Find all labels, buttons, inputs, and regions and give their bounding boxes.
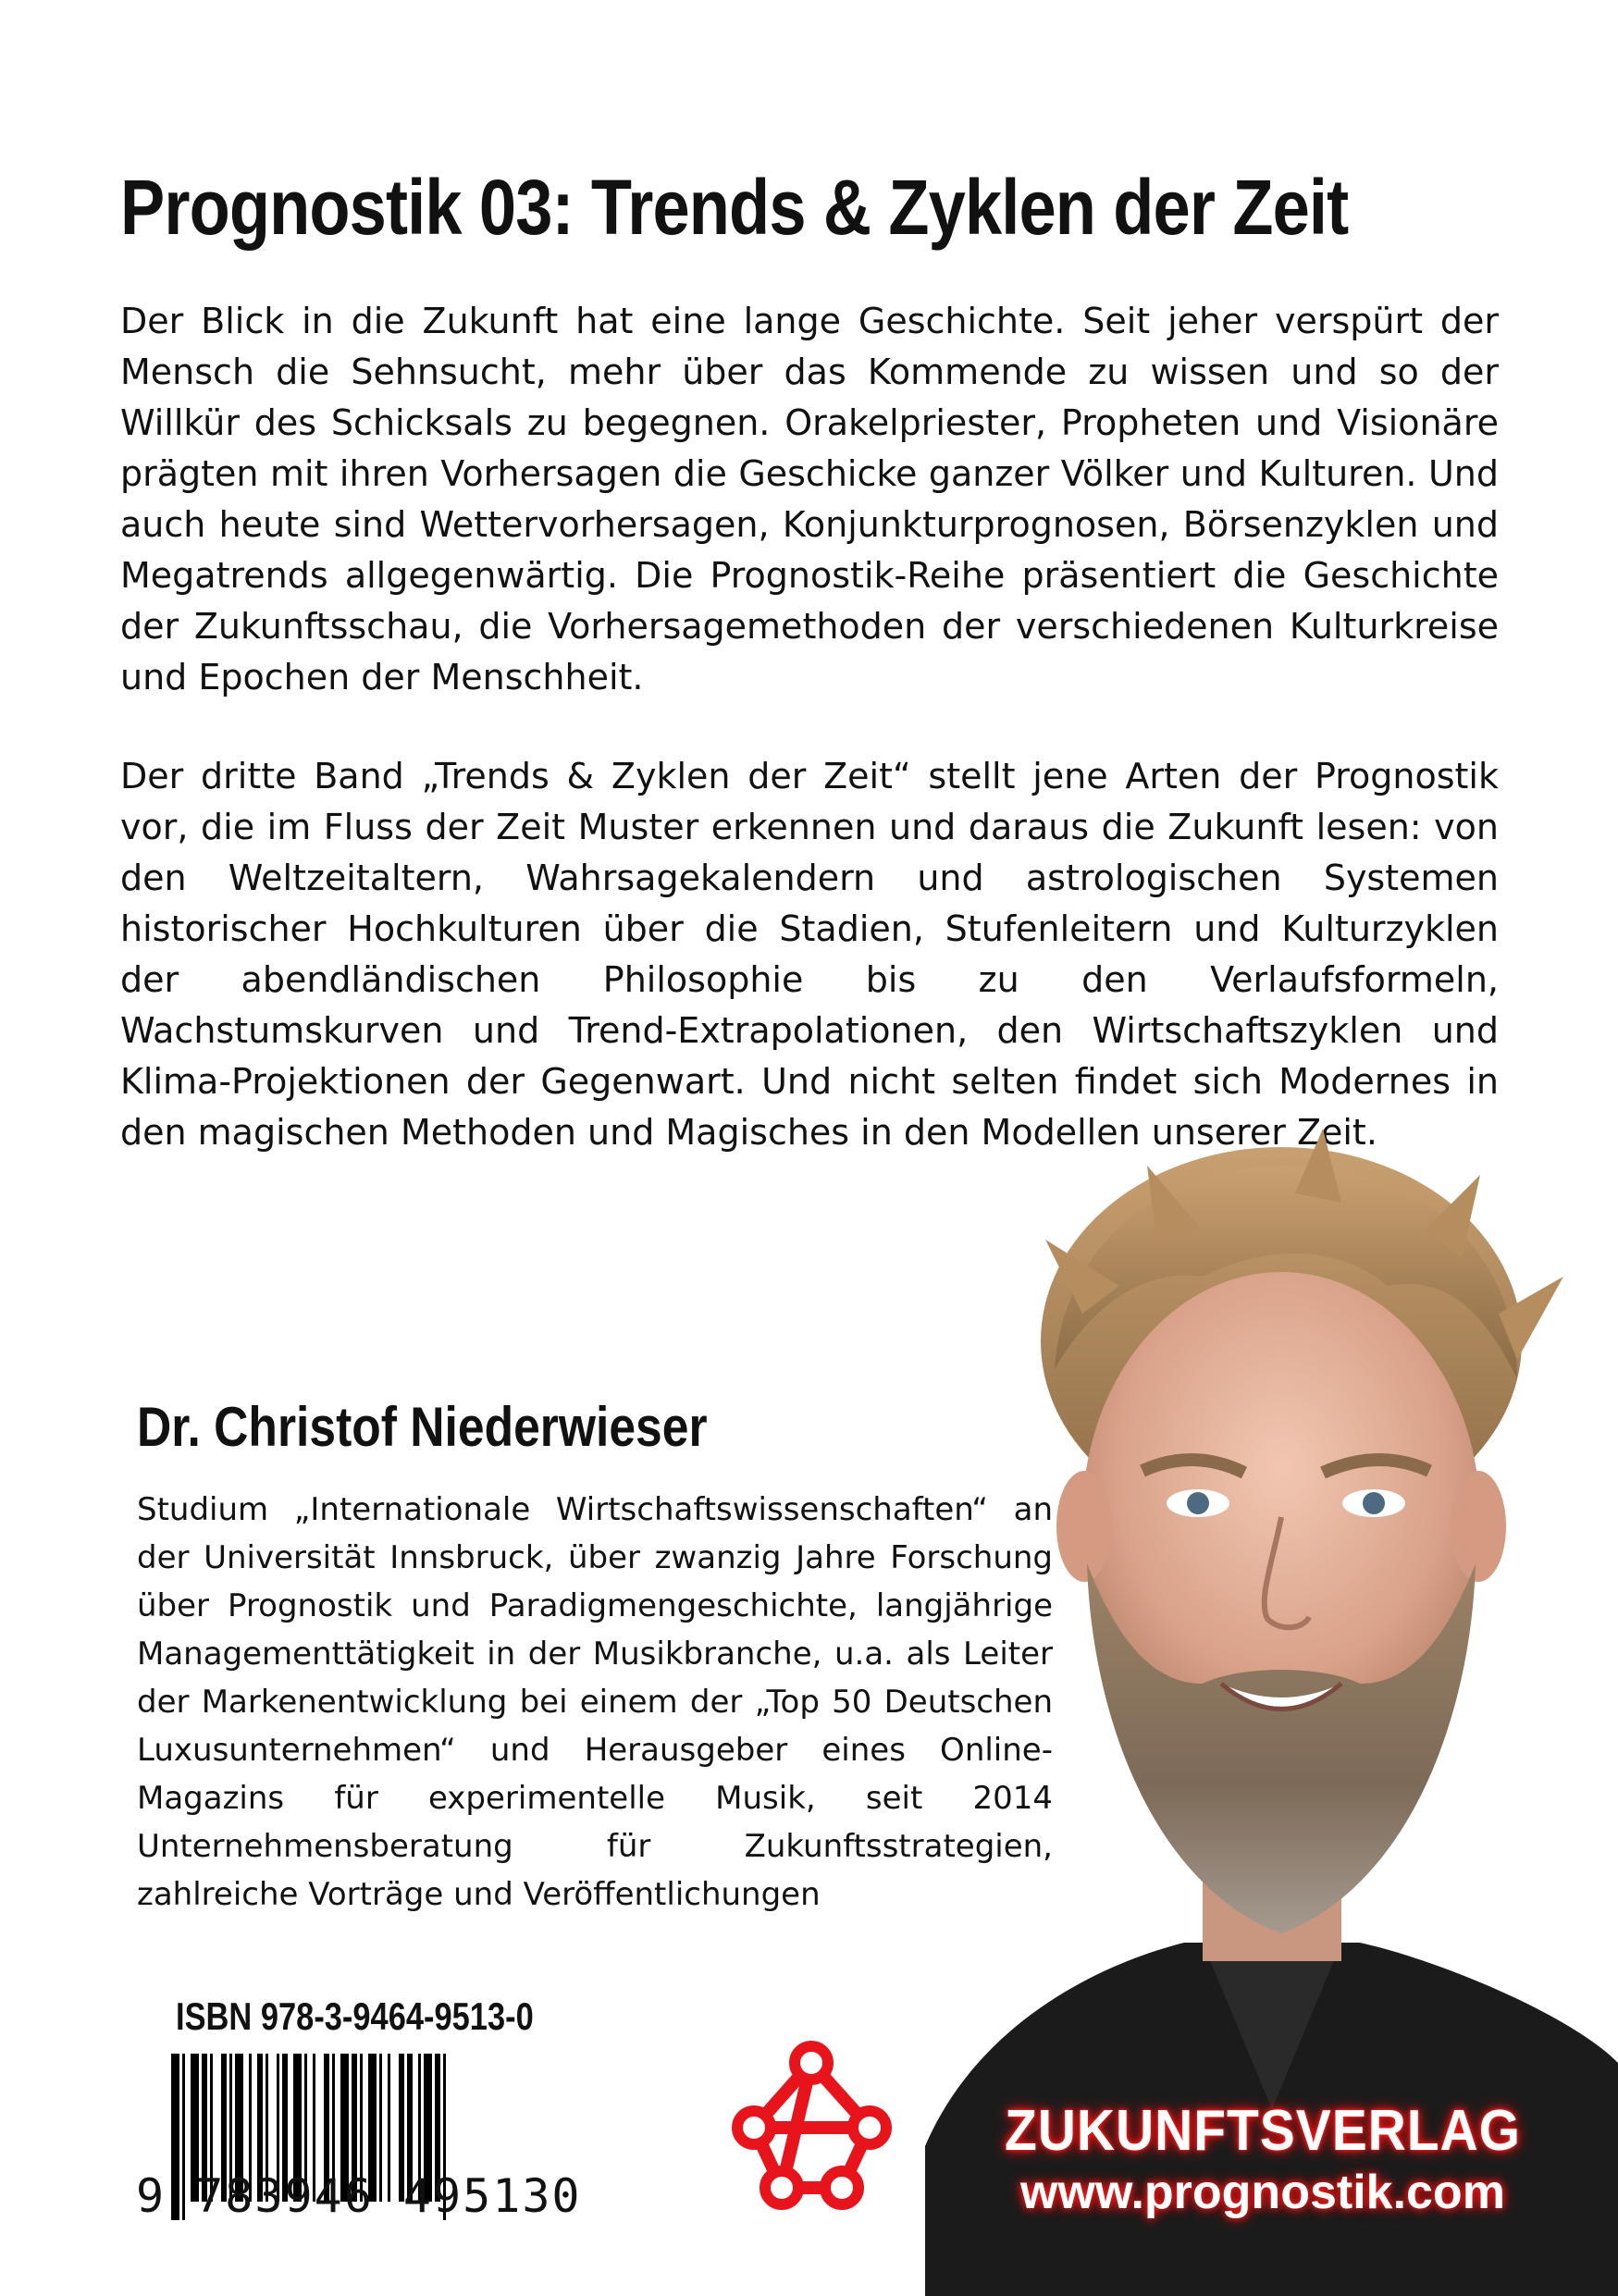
barcode-digits: 9 783946 495130	[136, 2169, 582, 2223]
description-paragraph-1: Der Blick in die Zukunft hat eine lange Geschichte. Seit jeher verspürt der Mensch die Sehnsucht, mehr über das Kommende zu wissen und so der Willkür des Schicksals zu begegnen. Orakelpriester, Propheten und Visionäre prägten mit ihren Vorhersagen die Geschicke ganzer Völker und Kulturen. Und auch heute sind Wettervorhersagen, Konjunkturprognosen, Börsenzyklen und Megatrends allgegenwärtig. Die Prognostik-Reihe präsentiert die Geschichte der Zukunftsschau, die Vorhersagemethoden der verschiedenen Kulturkreise und Epochen der Menschheit.	[120, 301, 1499, 697]
publisher-logo-icon	[726, 2040, 897, 2211]
author-bio: Studium „Internationale Wirtschaftswissenschaften“ an der Universität Innsbruck, über zwanzig Jahre Forschung über Prognostik und Paradigmengeschichte, langjährige Managementtätigkeit in der Musikbranche, u.a. als Leiter der Markenentwicklung bei einem der „Top 50 Deutschen Luxusunternehmen“ und Herausgeber eines Online-Magazins für experimentelle Musik, seit 2014 Unternehmensberatung für Zukunftsstrategien, zahlreiche Vorträge und Veröffentlichungen	[137, 1491, 1053, 1913]
author-name: Dr. Christof Niederwieser	[137, 1396, 708, 1458]
publisher-name: ZUKUNFTSVERLAG	[1005, 2099, 1521, 2163]
description-paragraph-2: Der dritte Band „Trends & Zyklen der Zeit“ stellt jene Arten der Prognostik vor, die im Fluss der Zeit Muster erkennen und daraus die Zukunft lesen: von den Weltzeitaltern, Wahrsagekalendern und astrologischen Systemen historischer Hochkulturen über die Stadien, Stufenleitern und Kulturzyklen der abendländischen Philosophie bis zu den Verlaufsformeln, Wachstumskurven und Trend-Extrapolationen, den Wirtschaftszyklen und Klima-Projektionen der Gegenwart. Und nicht selten findet sich Modernes in den magischen Methoden und Magisches in den Modellen unserer Zeit.	[120, 756, 1499, 1153]
book-title: Prognostik 03: Trends & Zyklen der Zeit	[120, 164, 1349, 251]
publisher-website[interactable]: www.prognostik.com	[1020, 2166, 1505, 2219]
isbn-block	[134, 1989, 582, 2266]
isbn-label: ISBN 978-3-9464-9513-0	[176, 1994, 534, 2038]
